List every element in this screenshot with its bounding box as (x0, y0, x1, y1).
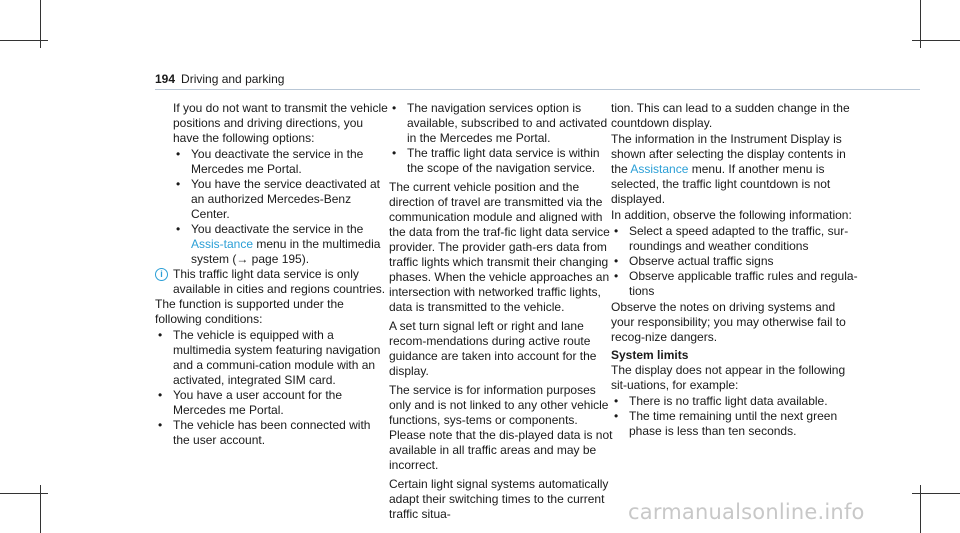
paragraph: In addition, observe the following information: (611, 208, 852, 222)
list-item-text: menu in the multimedia system (→ page 195). (191, 237, 381, 266)
paragraph: tion. This can lead to a sudden change in the countdown display. (611, 101, 850, 130)
crop-mark (912, 40, 960, 41)
list-item: • You deactivate the service in the Mercedes me Portal. (173, 147, 390, 177)
column-1 (155, 101, 390, 448)
list-item: • The vehicle is equipped with a multimedia system featuring navigation and a communi-cation module with an activated, integrated SIM card. (155, 328, 390, 388)
paragraph: The service is for information purposes only and is not linked to any other vehicle functions, sys-tems or components. Please note that the dis-played data is not available in all traffic areas and may be incorrect. (389, 383, 613, 472)
note-text: This traffic light data service is only available in cities and regions countries. (173, 267, 386, 296)
assistance-link[interactable]: Assis-tance (191, 237, 254, 251)
supported-intro: The function is supported under the following conditions: (155, 297, 344, 326)
paragraph-text: menu. If another menu is selected, the traffic light countdown is not displayed. (611, 162, 831, 206)
info-icon: i (155, 268, 168, 281)
section-heading: System limits (611, 348, 689, 362)
section-title: Driving and parking (181, 72, 285, 86)
paragraph: Observe the notes on driving systems and your responsibility; you may otherwise fail to recog-nize dangers. (611, 300, 846, 344)
watermark: carmanualsonline.info (628, 500, 865, 524)
crop-mark (0, 40, 48, 41)
list-item: • You have the service deactivated at an authorized Mercedes-Benz Center. (173, 177, 390, 222)
list-item-text: You deactivate the service in the (191, 222, 364, 236)
paragraph: The current vehicle position and the direction of travel are transmitted via the communication module and aligned with the data from the traf-fic light data service provider. The provider gath-ers data from traffic lights which transmit their changing phases. When the vehicle approaches an intersection with networked traffic lights, data is transmitted to the vehicle. (389, 180, 610, 314)
list-item (173, 222, 390, 267)
paragraph: The display does not appear in the following sit-uations, for example: (611, 363, 846, 392)
paragraph: A set turn signal left or right and lane recom-mendations during active route guidance are taken into account for the display. (389, 319, 597, 378)
paragraph-text: The information in the Instrument Display is shown after selecting the display contents in the (611, 132, 846, 176)
list-item: • The traffic light data service is within the scope of the navigation service. (389, 146, 617, 176)
list-item: • Observe applicable traffic rules and regula-tions (611, 269, 861, 299)
column-3 (611, 101, 861, 439)
list-item: • The time remaining until the next green phase is less than ten seconds. (611, 409, 861, 439)
list-item: • The vehicle has been connected with the user account. (155, 418, 390, 448)
list-item: • Select a speed adapted to the traffic, sur-roundings and weather conditions (611, 224, 861, 254)
crop-mark (0, 493, 48, 494)
assistance-link[interactable]: Assistance (630, 162, 689, 176)
header-rule (155, 89, 920, 90)
note (155, 267, 390, 297)
list-item: • You have a user account for the Mercedes me Portal. (155, 388, 390, 418)
list-item: • There is no traffic light data available. (611, 394, 861, 409)
intro-text: If you do not want to transmit the vehicle positions and driving directions, you have the following options: (173, 101, 388, 145)
crop-mark (912, 493, 960, 494)
list-item: • Observe actual traffic signs (611, 254, 861, 269)
page-header (155, 72, 284, 87)
column-2 (389, 101, 617, 523)
list-item: • The navigation services option is available, subscribed to and activated in the Mercedes me Portal. (389, 101, 617, 146)
paragraph: Certain light signal systems automatically adapt their switching times to the current traffic situa- (389, 477, 609, 521)
page-number: 194 (155, 72, 176, 86)
paragraph (611, 132, 861, 207)
